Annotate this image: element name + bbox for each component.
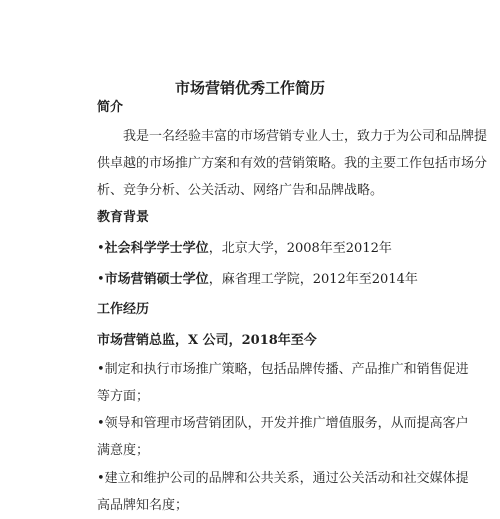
- intro-paragraph: [97, 123, 488, 204]
- duty-line: •建立和维护公司的品牌和公共关系，通过公关活动和社交媒体提: [97, 471, 469, 486]
- job-title: 市场营销总监，X 公司，2018年至今: [97, 333, 317, 348]
- degree-detail: ，麻省理工学院，2012年至2014年: [208, 272, 418, 287]
- duty-item: [97, 465, 469, 519]
- duty-line: 满意度；: [97, 443, 150, 458]
- intro-line: 我是一名经验丰富的市场营销专业人士，致力于为公司和品牌提: [123, 129, 488, 144]
- duty-line: 高品牌知名度；: [97, 498, 189, 513]
- intro-heading: 简介: [97, 100, 124, 115]
- duty-item: [97, 410, 469, 464]
- education-item: [97, 271, 418, 289]
- duty-line: •制定和执行市场推广策略，包括品牌传播、产品推广和销售促进: [97, 362, 469, 377]
- duty-item: [97, 356, 469, 410]
- experience-heading: 工作经历: [97, 302, 150, 317]
- document-title: 市场营销优秀工作简历: [174, 79, 325, 97]
- bullet-marker: •: [97, 272, 105, 287]
- education-heading: 教育背景: [97, 210, 150, 225]
- intro-line: 供卓越的市场推广方案和有效的营销策略。我的主要工作包括市场分: [97, 156, 488, 171]
- degree-name: 市场营销硕士学位: [104, 272, 209, 287]
- duty-line: 等方面；: [97, 389, 150, 404]
- education-item: [97, 240, 392, 258]
- intro-line: 析、竞争分析、公关活动、网络广告和品牌战略。: [97, 183, 384, 198]
- duty-line: •领导和管理市场营销团队，开发并推广增值服务，从而提高客户: [97, 416, 469, 431]
- degree-name: 社会科学学士学位: [104, 241, 209, 256]
- degree-detail: ，北京大学，2008年至2012年: [208, 241, 392, 256]
- bullet-marker: •: [97, 241, 105, 256]
